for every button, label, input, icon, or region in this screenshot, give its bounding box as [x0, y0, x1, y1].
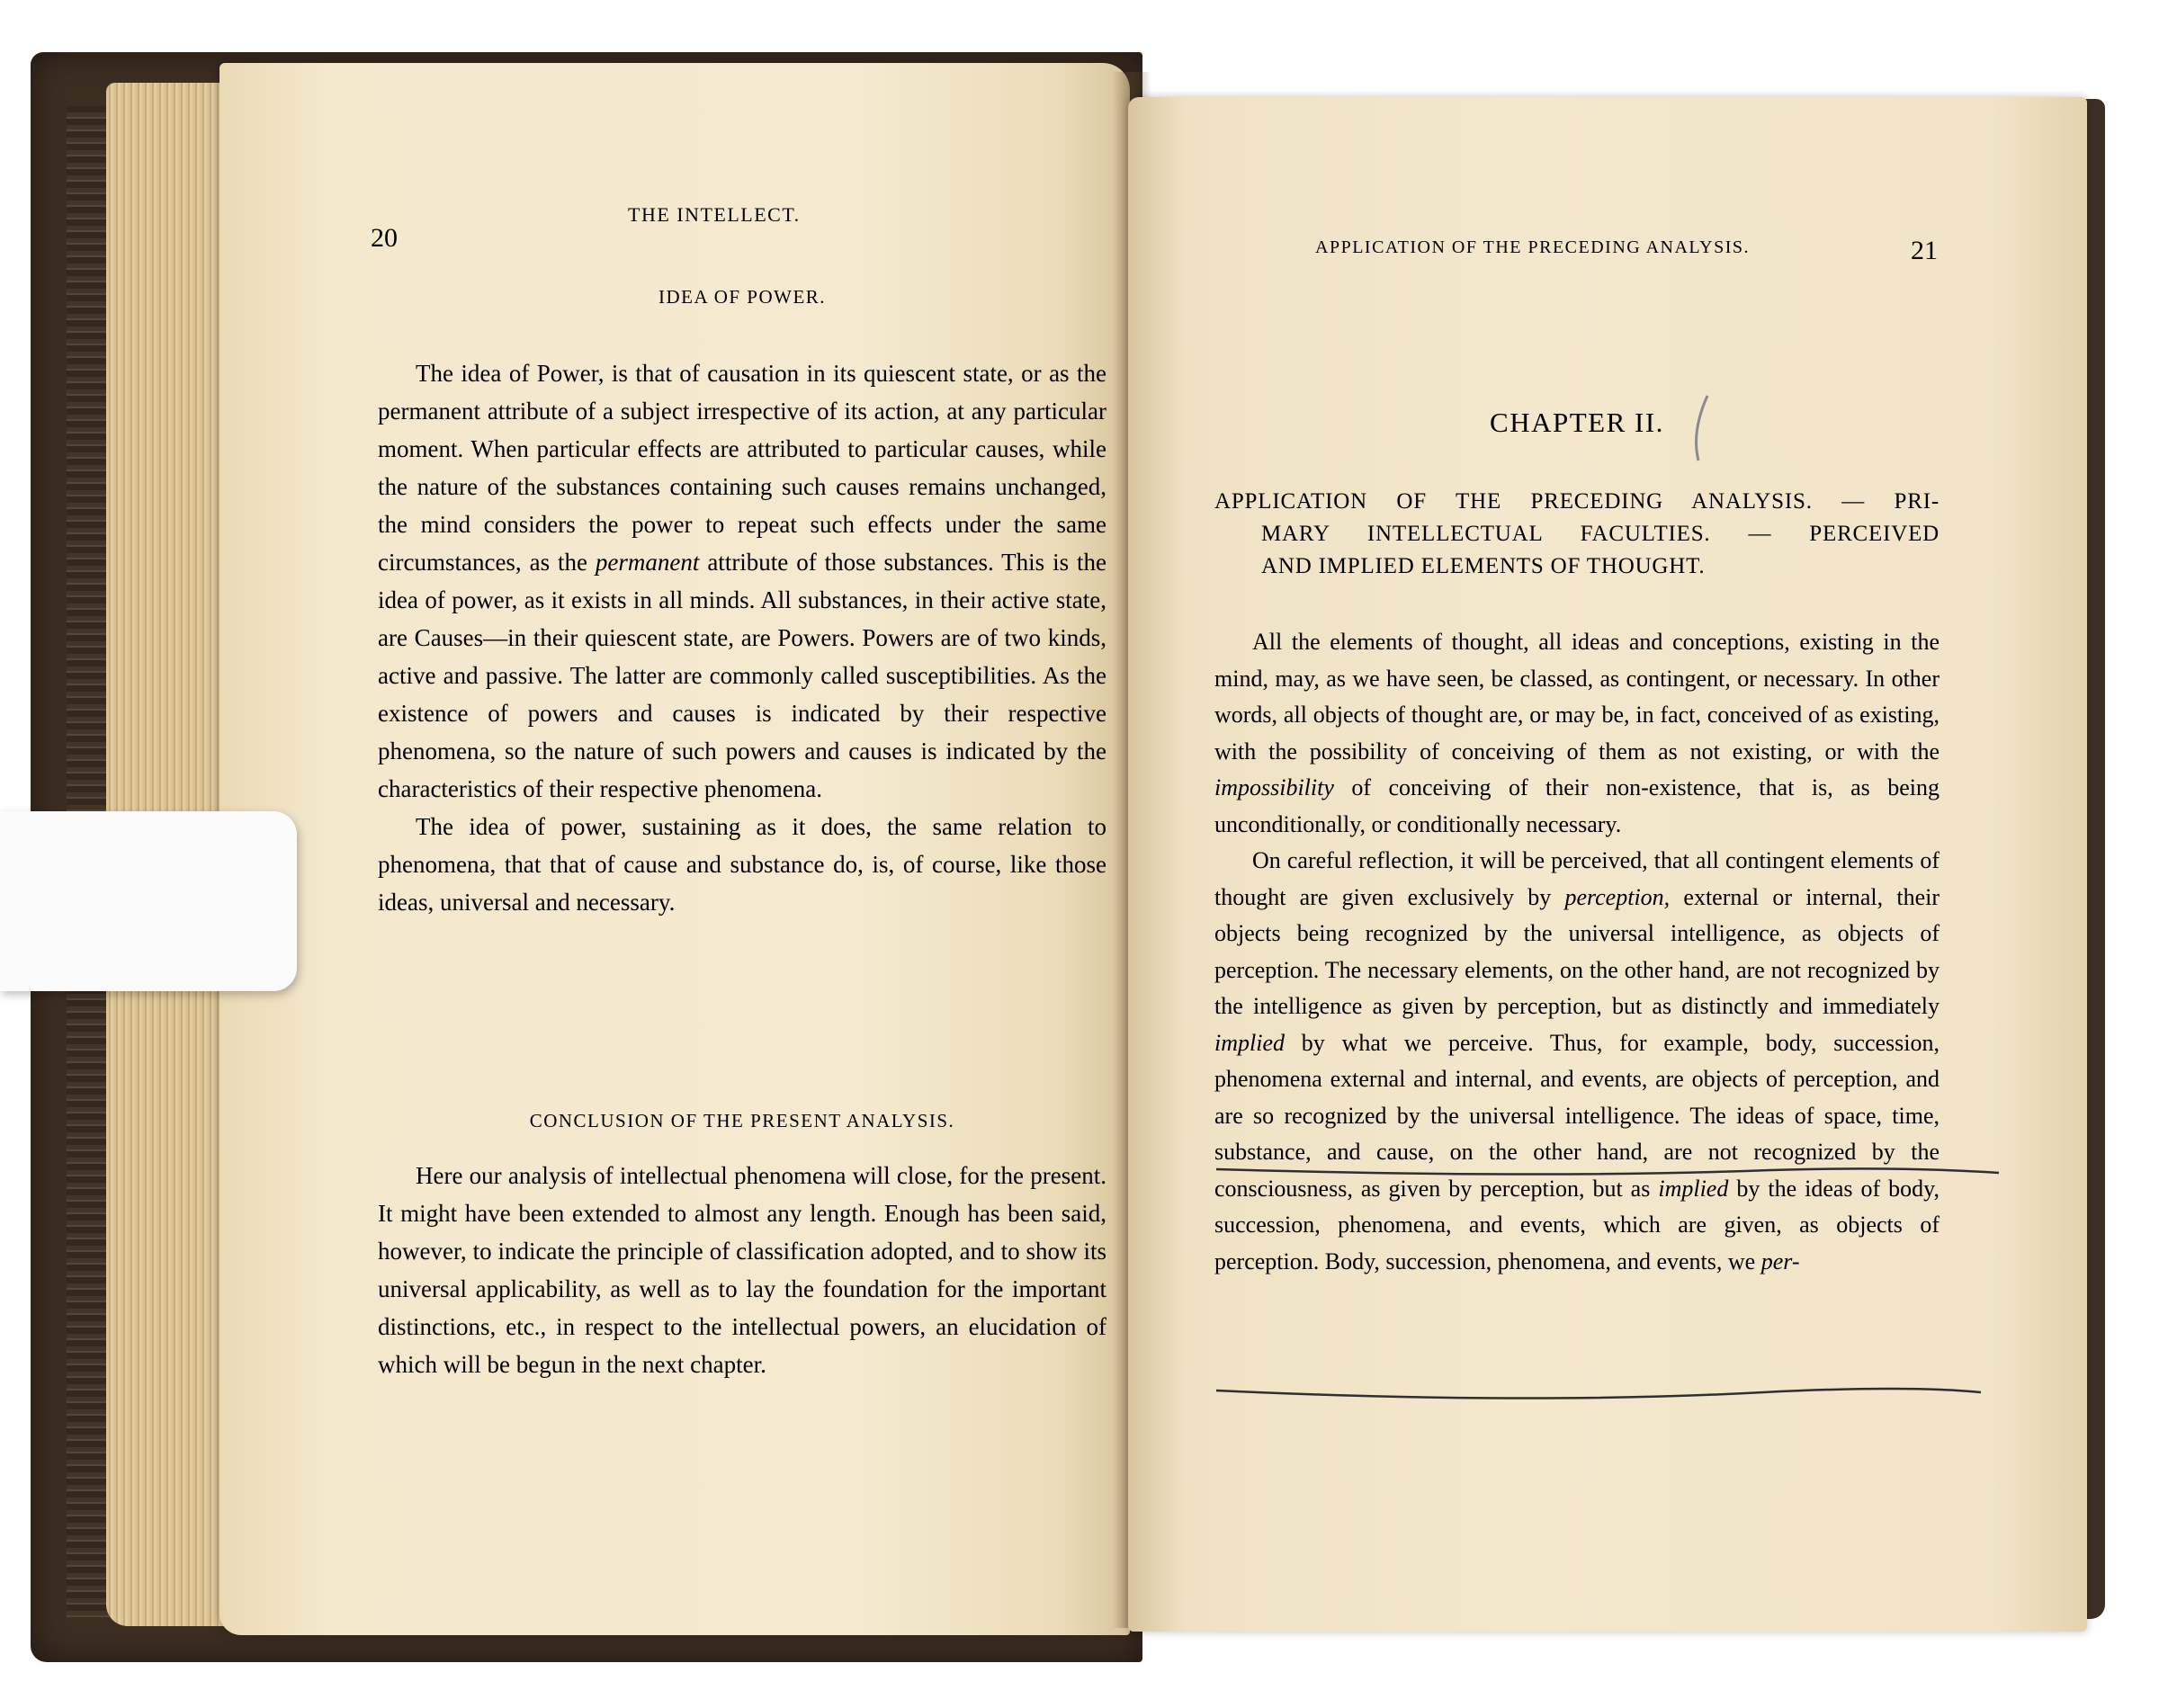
text: On careful reflection, it will be perceived, that all contingent elements of thought are given exclusively by	[1214, 847, 1940, 910]
subtitle-line: APPLICATION OF THE PRECEDING ANALYSIS. — PRI-	[1214, 489, 1940, 514]
right-folio: 21	[1911, 236, 1938, 265]
text: The idea of Power, is that of causation in its quiescent state, or as the permanent attribute of a subject irrespective of its action, at any particular moment. When particular effects are attributed to particular causes, while the nature of the substances containing such causes remains unchanged, the mind considers the power to repeat such effects under the same circumstances, as the	[378, 360, 1106, 576]
left-running-head: THE INTELLECT.	[628, 203, 801, 226]
italic-text: impossibility	[1214, 774, 1334, 800]
section-heading-idea-of-power: IDEA OF POWER.	[658, 286, 827, 308]
left-text-block-1	[378, 354, 1106, 921]
italic-text: implied	[1214, 1029, 1285, 1056]
section-heading-conclusion: CONCLUSION OF THE PRESENT ANALYSIS.	[529, 1110, 955, 1131]
right-text-block	[1214, 624, 1940, 1280]
paragraph	[378, 354, 1106, 808]
paragraph: The idea of power, sustaining as it does, the same relation to phenomena, that that of cause and substance do, is, of course, like those ideas, universal and necessary.	[378, 813, 1106, 916]
text: of conceiving of their non-existence, that is, as being unconditionally, or conditionally necessary.	[1214, 774, 1940, 837]
subtitle-line: AND IMPLIED ELEMENTS OF THOUGHT.	[1261, 554, 1706, 578]
paper-bookmark	[0, 811, 297, 991]
italic-text: per-	[1760, 1247, 1800, 1274]
paragraph	[1214, 843, 1940, 1280]
italic-text: implied	[1658, 1175, 1729, 1202]
text: All the elements of thought, all ideas and conceptions, existing in the mind, may, as we have seen, be classed, as contingent, or necessary. In other words, all objects of thought are, or may be, in fact, conceived of as existing, with the possibility of conceiving of them as not existing, or with the	[1214, 629, 1940, 765]
italic-text: perception,	[1564, 883, 1671, 910]
italic-text: permanent	[595, 549, 700, 576]
right-running-head: APPLICATION OF THE PRECEDING ANALYSIS.	[1315, 237, 1750, 257]
chapter-title: CHAPTER II.	[1490, 407, 1664, 438]
text: by the ideas of body, succession, phenomena, and events, which are given, as objects of perception. Body, succession, phenomena, and events, we	[1214, 1175, 1940, 1274]
left-folio: 20	[371, 223, 398, 253]
chapter-subtitle	[1214, 486, 1940, 583]
left-text-block-2	[378, 1157, 1106, 1383]
text: external or internal, their objects being recognized by the universal intelligence, as objects of perception. The necessary elements, on the other hand, are not recognized by the intelligence as given by perception, but as distinctly and immediately	[1214, 883, 1940, 1019]
text: by what we perceive. Thus, for example, body, succession, phenomena external and internal, and events, are objects of perception, and are so recognized by the universal intelligence. The ideas of space, time, substance, and cause, on the other hand, are not recognized by the consciousness, as given by perception, but as	[1214, 1029, 1940, 1202]
subtitle-line: MARY INTELLECTUAL FACULTIES. — PERCEIVED	[1261, 522, 1940, 546]
paragraph: Here our analysis of intellectual phenomena will close, for the present. It might have been extended to almost any length. Enough has been said, however, to indicate the principle of classification adopted, and to show its universal applicability, as well as to lay the foundation for the important distinctions, etc., in respect to the intellectual powers, an elucidation of which will be begun in the next chapter.	[378, 1162, 1106, 1378]
paragraph	[1214, 624, 1940, 843]
text: attribute of those substances. This is the idea of power, as it exists in all minds. All substances, in their active state, are Causes—in their quiescent state, are Powers. Powers are of two kinds, active and passive. The latter are commonly called susceptibilities. As the existence of powers and causes is indicated by their respective phenomena, so the nature of such powers and causes is indicated by the characteristics of their respective phenomena.	[378, 549, 1107, 802]
